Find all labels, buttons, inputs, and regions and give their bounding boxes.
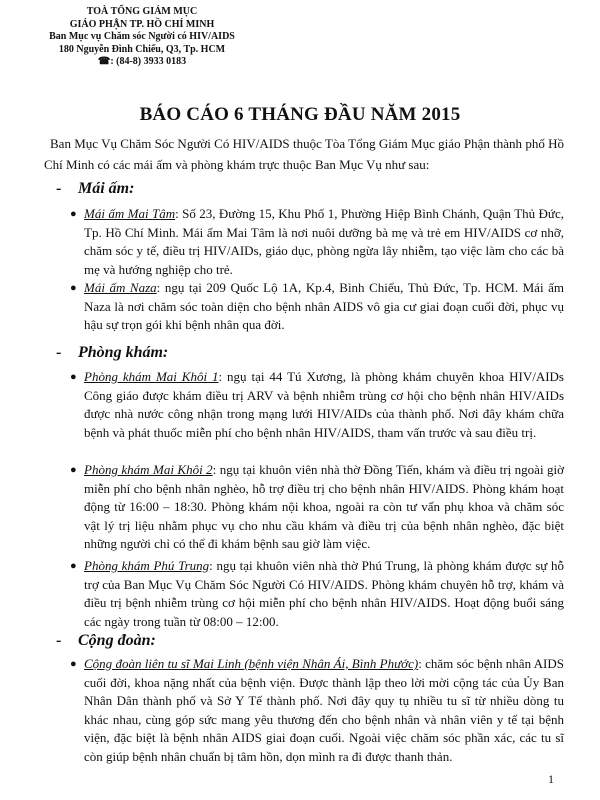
dash-marker: - xyxy=(56,632,62,649)
item-text: : Số 23, Đường 15, Khu Phố 1, Phường Hiệp Bình Chánh, Quận Thủ Đức, Tp. Hồ Chí Minh. Mái ấm Mai Tâm là nơi nuôi dưỡng bà mẹ và trẻ em HIV/AIDS cơ nhỡ, chăm sóc y tế, điều trị HIV/AIDs, giáo dục, phòng ngừa lây nhiễm, tạo việc làm cho các bà mẹ và hướng nghiệp cho trẻ. xyxy=(84,206,565,277)
bullet-icon: ● xyxy=(70,464,77,476)
section-heading-mai-am: - Mái ấm: xyxy=(56,180,135,197)
list-item xyxy=(70,368,564,442)
list-item xyxy=(70,279,564,335)
item-text: : ngụ tại khuôn viên nhà thờ Đồng Tiến, khám và điều trị ngoài giờ miễn phí cho bệnh nhân nghèo, hỗ trợ điều trị cho bệnh nhân HIV/AIDS. Phòng khám hoạt động từ 16:00 – 18:30. Phòng khám nội khoa, ngoài ra còn tư vấn phụ khoa và chăm sóc vật lý trị liệu nhằm phục vụ cho nhu cầu khám và điều trị của bệnh nhân nghèo, đặc biệt những người chỉ có thể đi khám bệnh sau giờ làm việc. xyxy=(84,462,565,551)
bullet-icon: ● xyxy=(70,371,77,383)
item-text: : ngụ tại 44 Tú Xương, là phòng khám chuyên khoa HIV/AIDs Công giáo được khám điều trị ARV và bệnh nhiễm trùng cơ hội cho bệnh nhân HIV/AIDs được nhà nước công nhận trong mạng lưới HIV/AIDs của thành phố. Nơi đây khám chữa bệnh và phát thuốc miễn phí cho bệnh nhân HIV/AIDS, tham vấn trước và sau điều trị. xyxy=(84,369,564,440)
section-heading-cong-doan: - Cộng đoàn: xyxy=(56,632,156,649)
letterhead-phone: ☎: (84-8) 3933 0183 xyxy=(97,56,187,67)
letterhead-address: 180 Nguyễn Đình Chiểu, Q3, Tp. HCM xyxy=(58,43,226,55)
bullet-icon: ● xyxy=(70,560,77,572)
item-name: Phòng khám Mai Khôi 2 xyxy=(84,462,213,477)
letterhead-line-3: Ban Mục vụ Chăm sóc Người có HIV/AIDS xyxy=(49,31,235,42)
intro-paragraph: Ban Mục Vụ Chăm Sóc Người Có HIV/AIDS thuộc Tòa Tổng Giám Mục giáo Phận thành phố Hồ Chí Minh có các mái ấm và phòng khám trực thuộc Ban Mục Vụ như sau: xyxy=(44,136,564,172)
dash-marker: - xyxy=(56,180,62,197)
item-name: Phòng khám Phú Trung xyxy=(84,558,210,573)
section-heading-phong-kham: - Phòng khám: xyxy=(56,344,169,361)
list-item xyxy=(70,205,565,279)
item-name: Phòng khám Mai Khôi 1 xyxy=(84,369,219,384)
item-text: : ngụ tại khuôn viên nhà thờ Phú Trung, là phòng khám được sự hỗ trợ của Ban Mục Vụ Chăm Sóc Người Có HIV/AIDS. Phòng khám chuyên hỗ trợ, khám và điều trị bệnh nhiễm trùng cơ hội miễn phí cho bệnh nhân HIV/AIDS. Hoạt động buổi sáng các ngày trong tuần từ 08:00 – 12:00. xyxy=(84,558,564,629)
report-title: BÁO CÁO 6 THÁNG ĐẦU NĂM 2015 xyxy=(139,104,461,125)
bullet-icon: ● xyxy=(70,208,77,220)
page-number: 1 xyxy=(548,772,554,786)
letterhead-line-1: TOÀ TỔNG GIÁM MỤC xyxy=(86,6,198,17)
list-item xyxy=(70,557,564,631)
item-text: : ngụ tại 209 Quốc Lộ 1A, Kp.4, Bình Chiểu, Thủ Đức, Tp. HCM. Mái ấm Naza là nơi chăm sóc toàn diện cho bệnh nhân AIDS vô gia cư giai đoạn cuối đời, phục vụ hậu sự trọn gói khi bệnh nhân qua đời. xyxy=(84,280,564,332)
item-name: Mái ấm Mai Tâm xyxy=(84,206,176,221)
list-item xyxy=(70,461,565,554)
item-text: : chăm sóc bệnh nhân AIDS cuối đời, khoa nặng nhất của bệnh viện. Được thành lập theo lời mời cộng tác của Ủy Ban Nhân Dân thành phố và Sở Y Tế thành phố. Nơi đây quy tụ nhiều tu sĩ từ nhiều dòng tu khác nhau, cùng góp sức mang yêu thương đến cho bệnh nhân và nhân viên y tế tại bệnh viện, đặc biệt là bệnh nhân AIDS giai đoạn cuối. Ngoài việc chăm sóc phần xác, các tu sĩ còn giúp bệnh nhân chuẩn bị tâm hồn, dọn mình ra đi được thanh thản. xyxy=(84,656,564,764)
dash-marker: - xyxy=(56,344,62,361)
letterhead xyxy=(32,6,252,69)
bullet-icon: ● xyxy=(70,658,77,670)
item-name: Cộng đoàn liên tu sĩ Mai Linh (bệnh viện Nhân Ái, Bình Phước) xyxy=(84,656,419,671)
item-name: Mái ấm Naza xyxy=(84,280,157,295)
bullet-icon: ● xyxy=(70,282,77,294)
list-item xyxy=(70,655,564,766)
letterhead-line-2: GIÁO PHẬN TP. HỒ CHÍ MINH xyxy=(69,18,215,30)
